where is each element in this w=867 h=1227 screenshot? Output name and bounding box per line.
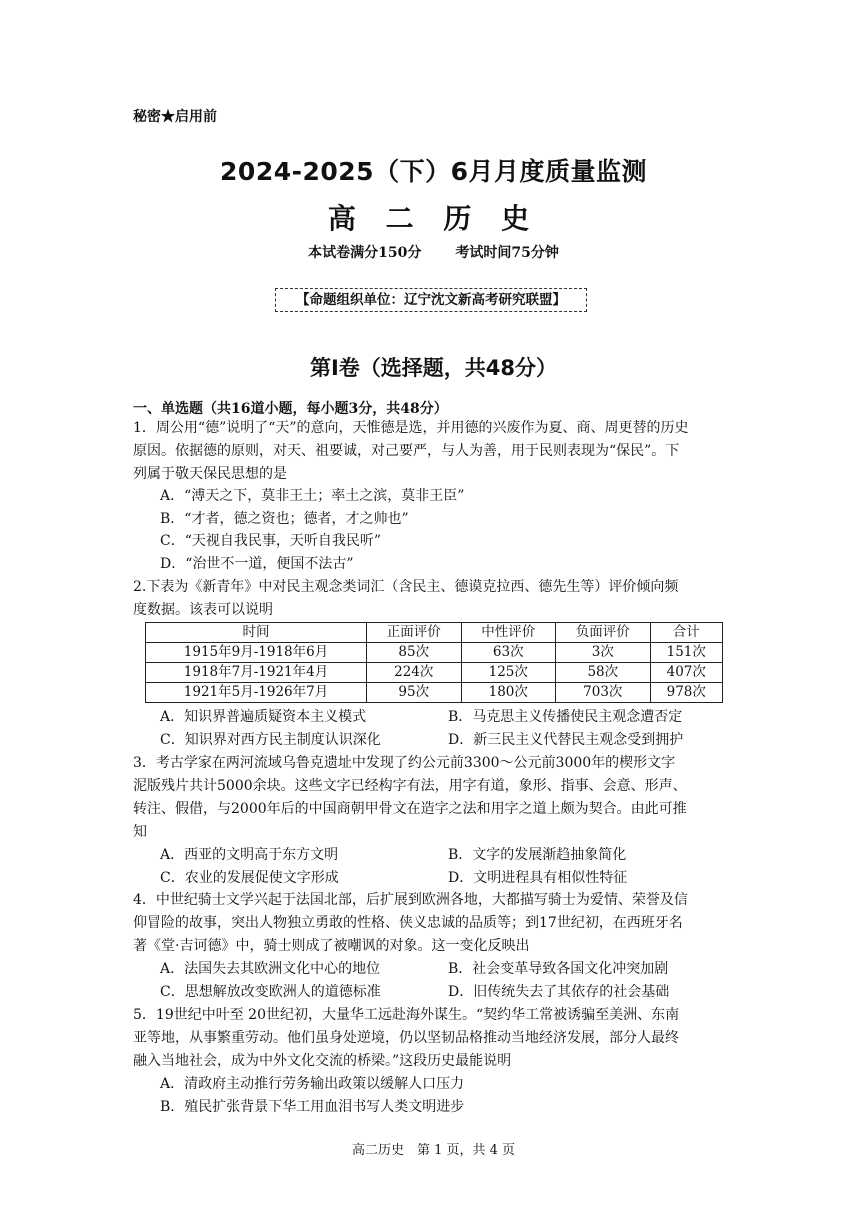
table-cell: 978次 — [650, 683, 722, 703]
q2-option-c: C．知识界对西方民主制度认识深化 — [160, 732, 381, 748]
subject-title: 高 二 历 史 — [327, 202, 540, 235]
table-cell: 151次 — [650, 643, 722, 663]
q4-line: 仰冒险的故事，突出人物独立勇敢的性格、侠义忠诚的品质等；到17世纪初，在西班牙名 — [133, 915, 683, 931]
q4-line: 4．中世纪骑士文学兴起于法国北部，后扩展到欧洲各地，大都描写骑士为爱情、荣誉及信 — [133, 892, 688, 908]
table-cell: 85次 — [367, 643, 462, 663]
table-header-row — [146, 623, 723, 643]
q2-option-a: A．知识界普遍质疑资本主义模式 — [160, 709, 367, 725]
evaluation-table — [145, 622, 723, 703]
table-header: 合计 — [650, 623, 722, 643]
table-row — [146, 643, 723, 663]
organizer-box: 【命题组织单位：辽宁沈文新高考研究联盟】 — [275, 288, 587, 312]
q4-option-b: B．社会变革导致各国文化冲突加剧 — [448, 961, 669, 977]
exam-info — [0, 242, 867, 262]
q1-line: 列属于敬天保民思想的是 — [133, 466, 287, 482]
q4-line: 著《堂·吉诃德》中，骑士则成了被嘲讽的对象。这一变化反映出 — [133, 938, 530, 954]
q5-line: 亚等地，从事繁重劳动。他们虽身处逆境，仍以坚韧品格推动当地经济发展，部分人最终 — [133, 1030, 679, 1046]
table-cell: 95次 — [367, 683, 462, 703]
page-footer: 高二历史 第 1 页，共 4 页 — [351, 1143, 516, 1158]
q1-line: 1．周公用“德”说明了“天”的意向，天惟德是选，并用德的兴废作为夏、商、周更替的历史 — [133, 420, 689, 436]
q4-option-d: D．旧传统失去了其依存的社会基础 — [448, 984, 670, 1000]
q1-line: 原因。依据德的原则，对天、祖要诚，对己要严，与人为善，用于民则表现为“保民”。下 — [133, 443, 680, 459]
q1-option-a: A．“溥天之下，莫非王土；率土之滨，莫非王臣” — [160, 488, 465, 504]
q5-option-a: A．清政府主动推行劳务输出政策以缓解人口压力 — [160, 1076, 465, 1092]
exam-title: 2024-2025（下）6月月度质量监测 — [220, 157, 647, 186]
table-cell: 63次 — [461, 643, 556, 663]
time-info: 考试时间75分钟 — [455, 245, 559, 261]
section-title: 第Ⅰ卷（选择题，共48分） — [309, 356, 558, 380]
q5-line: 5．19世纪中叶至 20世纪初，大量华工远赴海外谋生。“契约华工常被诱骗至美洲、东南 — [133, 1007, 680, 1023]
table-header: 中性评价 — [461, 623, 556, 643]
q2-line: 度数据。该表可以说明 — [133, 602, 273, 618]
table-cell: 224次 — [367, 663, 462, 683]
q3-line: 3．考古学家在两河流域乌鲁克遗址中发现了约公元前3300～公元前3000年的楔形文字 — [133, 755, 676, 771]
q3-option-b: B．文字的发展渐趋抽象简化 — [448, 847, 627, 863]
q3-option-d: D．文明进程具有相似性特征 — [448, 870, 628, 886]
q2-option-b: B．马克思主义传播使民主观念遭否定 — [448, 709, 683, 725]
q2-line: 2.下表为《新青年》中对民主观念类词汇（含民主、德谟克拉西、德先生等）评价倾向频 — [133, 579, 679, 595]
table-cell: 180次 — [461, 683, 556, 703]
table-cell: 1921年5月-1926年7月 — [146, 683, 367, 703]
q2-option-d: D．新三民主义代替民主观念受到拥护 — [448, 732, 684, 748]
q5-option-b: B．殖民扩张背景下华工用血泪书写人类文明进步 — [160, 1099, 465, 1115]
table-header: 正面评价 — [367, 623, 462, 643]
secret-label: 秘密★启用前 — [133, 109, 217, 125]
q1-option-b: B．“才者，德之资也；德者，才之帅也” — [160, 511, 409, 527]
q1-option-d: D．“治世不一道，便国不法古” — [160, 556, 354, 572]
score-info: 本试卷满分150分 — [308, 245, 422, 261]
q3-option-a: A．西亚的文明高于东方文明 — [160, 847, 339, 863]
q1-option-c: C．“天视自我民事，天听自我民听” — [160, 533, 382, 549]
q4-option-c: C．思想解放改变欧洲人的道德标准 — [160, 984, 381, 1000]
table-row — [146, 663, 723, 683]
q4-option-a: A．法国失去其欧洲文化中心的地位 — [160, 961, 381, 977]
table-header: 时间 — [146, 623, 367, 643]
table-cell: 125次 — [461, 663, 556, 683]
q3-line: 知 — [133, 824, 147, 840]
table-row — [146, 683, 723, 703]
q3-line: 转注、假借，与2000年后的中国商朝甲骨文在造字之法和用字之道上颇为契合。由此可推 — [133, 801, 687, 817]
table-header: 负面评价 — [556, 623, 651, 643]
table-cell: 407次 — [650, 663, 722, 683]
table-cell: 1918年7月-1921年4月 — [146, 663, 367, 683]
table-cell: 703次 — [556, 683, 651, 703]
part-heading: 一、单选题（共16道小题，每小题3分，共48分） — [133, 401, 448, 417]
table-cell: 3次 — [556, 643, 651, 663]
q3-line: 泥版残片共计5000余块。这些文字已经构字有法，用字有道，象形、指事、会意、形声、 — [133, 778, 687, 794]
q3-option-c: C．农业的发展促使文字形成 — [160, 870, 339, 886]
table-cell: 1915年9月-1918年6月 — [146, 643, 367, 663]
q5-line: 融入当地社会，成为中外文化交流的桥梁。”这段历史最能说明 — [133, 1053, 512, 1069]
table-cell: 58次 — [556, 663, 651, 683]
